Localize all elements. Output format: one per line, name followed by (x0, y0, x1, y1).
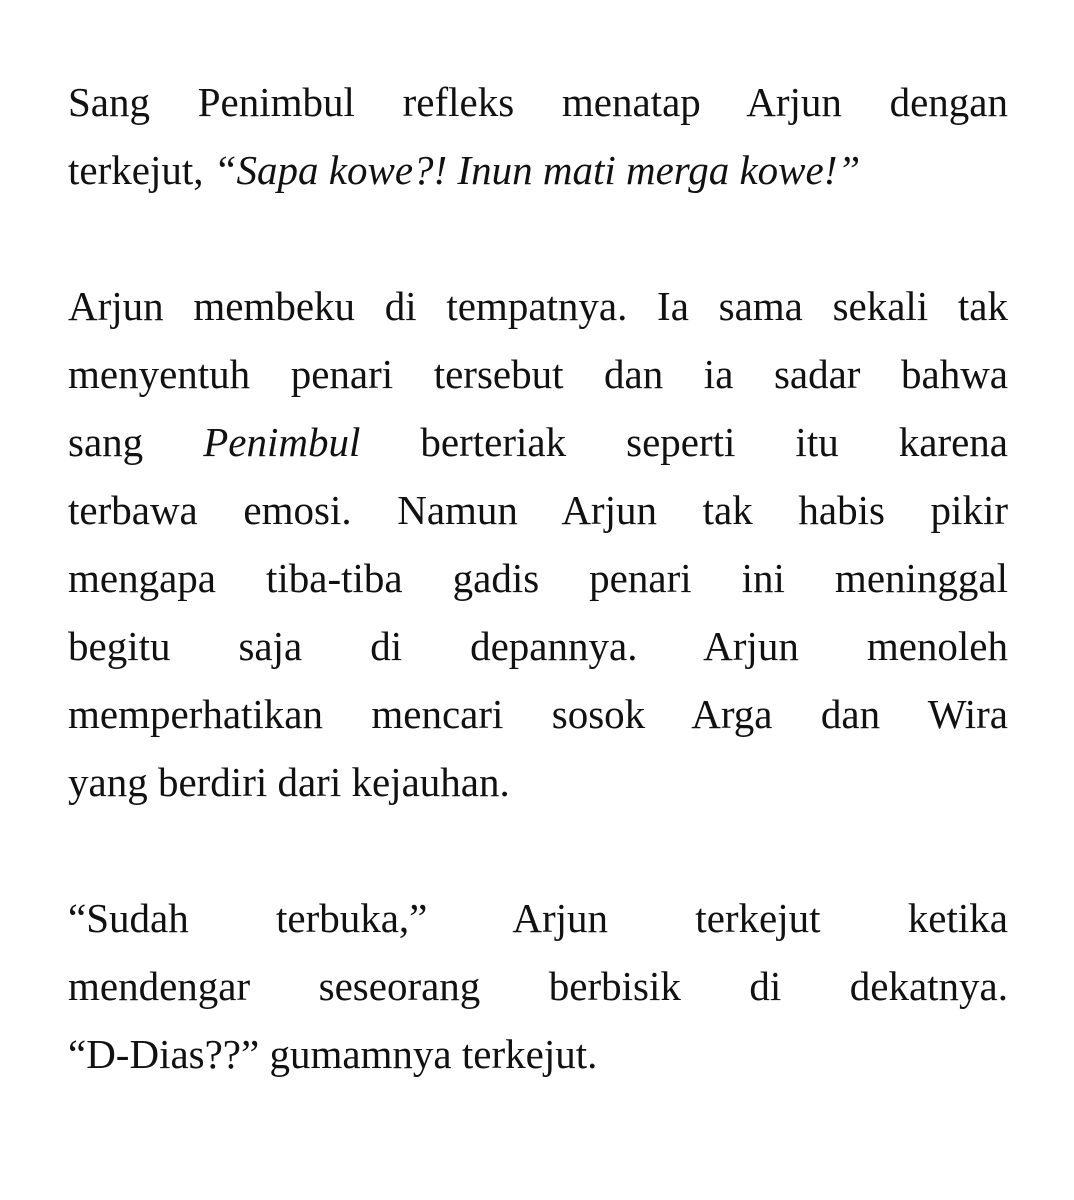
document-page (68, 68, 1008, 1088)
text-segment: menyentuh penari tersebut dan ia sadar bahwa (68, 351, 1008, 397)
paragraph-spacer (68, 204, 1008, 272)
text-segment: terbawa emosi. Namun Arjun tak habis pikir (68, 487, 1008, 533)
text-segment: Sang Penimbul refleks menatap Arjun dengan (68, 79, 1008, 125)
paragraph-spacer (68, 816, 1008, 884)
text-line (68, 68, 1008, 136)
text-line (68, 340, 1008, 408)
text-line (68, 680, 1008, 748)
text-segment: sang (68, 419, 204, 465)
text-line (68, 408, 1008, 476)
text-line (68, 136, 1008, 204)
text-line (68, 884, 1008, 952)
text-segment: mendengar seseorang berbisik di dekatnya. (68, 963, 1008, 1009)
italic-dialogue: “Sapa kowe?! Inun mati merga kowe!” (213, 147, 861, 193)
text-segment: Arjun membeku di tempatnya. Ia sama sekali tak (68, 283, 1008, 329)
paragraph-1 (68, 68, 1008, 204)
text-line (68, 952, 1008, 1020)
text-line (68, 476, 1008, 544)
italic-term: Penimbul (203, 419, 361, 465)
text-segment: “D-Dias??” gumamnya terkejut. (68, 1031, 598, 1077)
text-segment: yang berdiri dari kejauhan. (68, 759, 510, 805)
text-line (68, 612, 1008, 680)
text-segment: mengapa tiba-tiba gadis penari ini meninggal (68, 555, 1008, 601)
text-line (68, 544, 1008, 612)
text-segment: terkejut, (68, 147, 214, 193)
text-line (68, 272, 1008, 340)
paragraph-3 (68, 884, 1008, 1088)
text-segment: berteriak seperti itu karena (360, 419, 1009, 465)
text-segment: “Sudah terbuka,” Arjun terkejut ketika (68, 895, 1008, 941)
text-segment: memperhatikan mencari sosok Arga dan Wira (68, 691, 1008, 737)
text-line (68, 1020, 1008, 1088)
text-line (68, 748, 1008, 816)
paragraph-2 (68, 272, 1008, 816)
text-segment: begitu saja di depannya. Arjun menoleh (68, 623, 1008, 669)
